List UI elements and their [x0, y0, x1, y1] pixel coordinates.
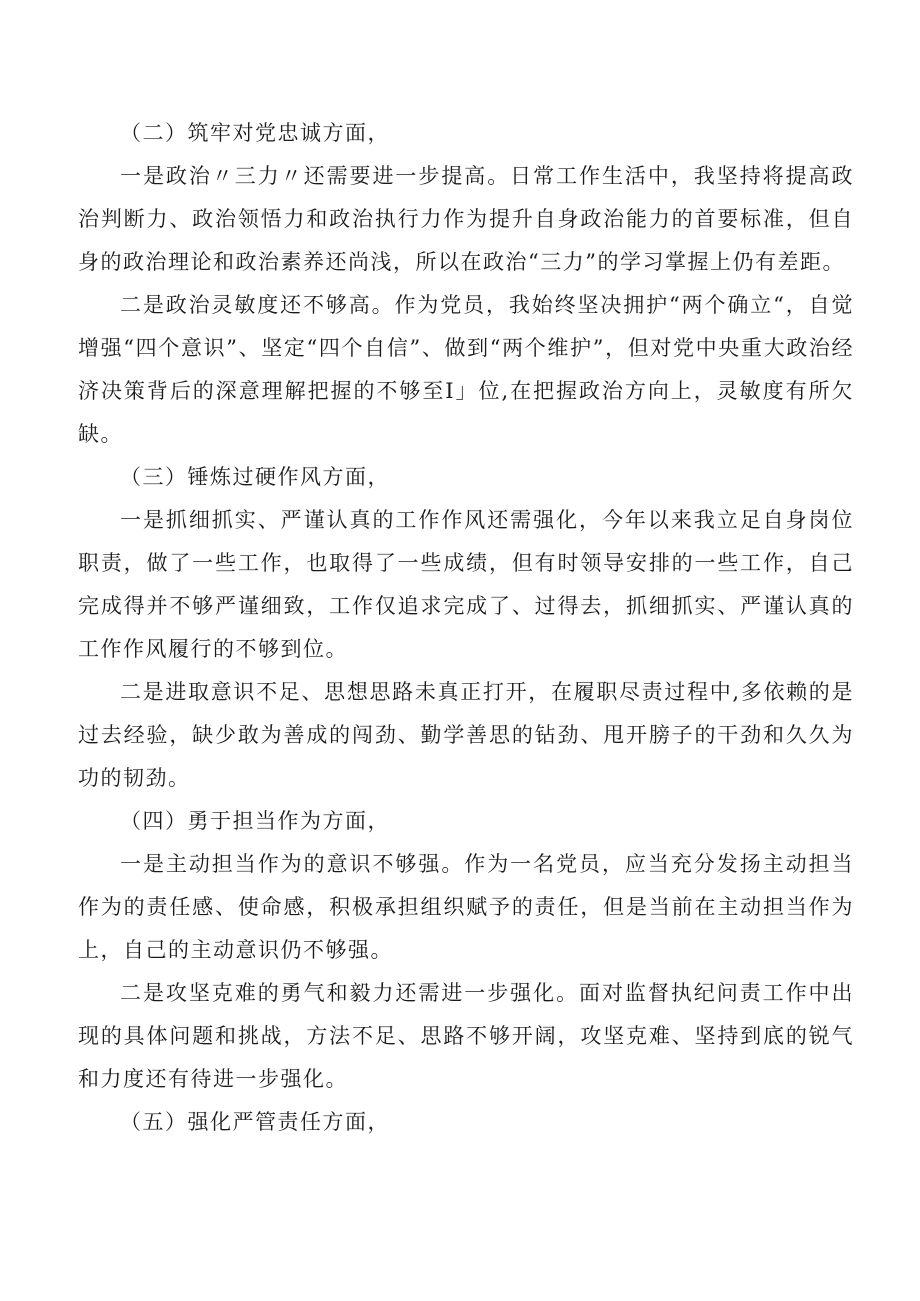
section-heading-5: （五）强化严管责任方面，	[120, 1110, 390, 1134]
paragraph: 二是进取意识不足、思想思路未真正打开，在履职尽责过程中,多依赖的是过去经验，缺少敢为善成的闯劲、勤学善思的钻劲、甩开膀子的干劲和久久为功的韧劲。	[78, 680, 854, 790]
paragraph: 一是主动担当作为的意识不够强。作为一名党员，应当充分发扬主动担当作为的责任感、使命感，积极承担组织赋予的责任，但是当前在主动担当作为上，自己的主动意识仍不够强。	[78, 852, 854, 962]
document-body	[78, 112, 854, 1144]
paragraph: 二是政治灵敏度还不够高。作为党员，我始终坚决拥护“两个确立“，自觉增强“四个意识”、坚定“四个自信”、做到“两个维护”，但对党中央重大政治经济决策背后的深意理解把握的不够至I」位,在把握政治方向上，灵敏度有所欠缺。	[78, 293, 854, 446]
section-heading-2: （二）筑牢对党忠诚方面，	[120, 121, 390, 145]
paragraph: 一是政治〃三力〃还需要进一步提高。日常工作生活中，我坚持将提高政治判断力、政治领悟力和政治执行力作为提升自身政治能力的首要标准，但自身的政治理论和政治素养还尚浅，所以在政治“三力”的学习掌握上仍有差距。	[78, 164, 854, 274]
section-heading-3: （三）锤炼过硬作风方面，	[120, 465, 390, 489]
section-heading-4: （四）勇于担当作为方面，	[120, 809, 390, 833]
paragraph: 二是攻坚克难的勇气和毅力还需进一步强化。面对监督执纪问责工作中出现的具体问题和挑战，方法不足、思路不够开阔，攻坚克难、坚持到底的锐气和力度还有待进一步强化。	[78, 981, 854, 1091]
paragraph: 一是抓细抓实、严谨认真的工作作风还需强化，今年以来我立足自身岗位职责，做了一些工作，也取得了一些成绩，但有时领导安排的一些工作，自己完成得并不够严谨细致，工作仅追求完成了、过得去，抓细抓实、严谨认真的工作作风履行的不够到位。	[78, 508, 854, 661]
